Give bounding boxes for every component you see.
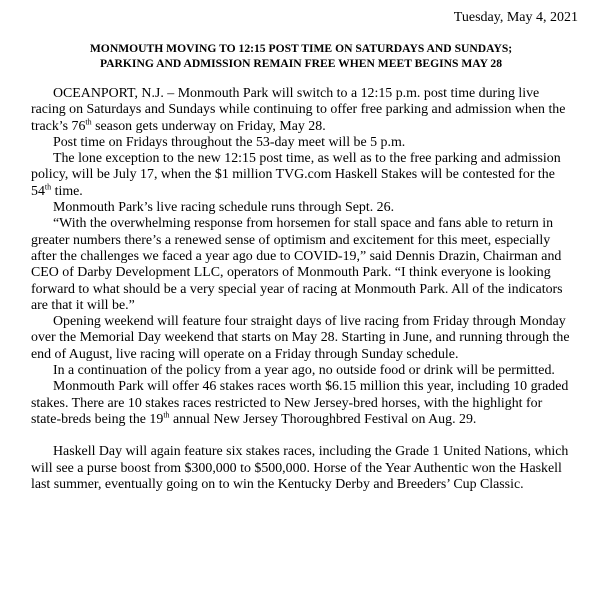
paragraph-3-text-a: The lone exception to the new 12:15 post time, as well as to the free parking and admission policy, will be July 17, when the $1 million TVG.com Haskell Stakes will be contested for the 54 — [31, 151, 561, 199]
release-date: Tuesday, May 4, 2021 — [453, 10, 578, 25]
paragraph-1-text-b: season gets underway on Friday, May 28. — [91, 118, 326, 134]
ordinal-suffix: th — [85, 116, 92, 126]
paragraph-1-text-a: OCEANPORT, N.J. – Monmouth Park will switch to a 12:15 p.m. post time during live racing on Saturdays and Sundays while continuing to offer free parking and admission when the track’s 76 — [31, 86, 566, 134]
headline — [31, 41, 571, 71]
paragraph-2: Post time on Fridays throughout the 53-day meet will be 5 p.m. — [53, 134, 406, 150]
ordinal-suffix: th — [163, 410, 170, 420]
headline-line-1: MONMOUTH MOVING TO 12:15 POST TIME ON SATURDAYS AND SUNDAYS; — [89, 42, 513, 55]
paragraph-4: Monmouth Park’s live racing schedule runs through Sept. 26. — [53, 200, 395, 216]
article-body — [31, 86, 573, 493]
paragraph-8 — [31, 379, 573, 428]
paragraph-1 — [31, 86, 573, 135]
paragraph-5: “With the overwhelming response from horsemen for stall space and fans able to return in greater numbers there’s a renewed sense of optimism and excitement for this meet, especially after the challenges we faced a year ago due to COVID-19,” said Dennis Drazin, Chairman and CEO of Darby Development LLC, operators of Monmouth Park. “I think everyone is looking forward to what should be a very special year of racing at Monmouth Park. All of the indicators are that it will be.” — [31, 216, 563, 313]
paragraph-7: In a continuation of the policy from a year ago, no outside food or drink will be permitted. — [53, 363, 555, 379]
paragraph-8-text-a: Monmouth Park will offer 46 stakes races worth $6.15 million this year, including 10 graded stakes. There are 10 stakes races restricted to New Jersey-bred horses, with the highlight for state-breds being the 19 — [31, 379, 569, 427]
paragraph-6: Opening weekend will feature four straight days of live racing from Friday through Monday over the Memorial Day weekend that starts on May 28. Starting in June, and running through the end of August, live racing will operate on a Friday through Sunday schedule. — [31, 314, 570, 362]
paragraph-3-text-b: time. — [51, 183, 83, 199]
headline-line-2: PARKING AND ADMISSION REMAIN FREE WHEN MEET BEGINS MAY 28 — [99, 57, 503, 70]
ordinal-suffix: th — [44, 182, 52, 192]
paragraph-9: Haskell Day will again feature six stakes races, including the Grade 1 United Nations, which will see a purse boost from $300,000 to $500,000. Horse of the Year Authentic won the Haskell last summer, eventually going on to win the Kentucky Derby and Breeders’ Cup Classic. — [31, 444, 569, 492]
paragraph-8-text-b: annual New Jersey Thoroughbred Festival on Aug. 29. — [169, 411, 477, 427]
paragraph-3 — [31, 151, 573, 200]
